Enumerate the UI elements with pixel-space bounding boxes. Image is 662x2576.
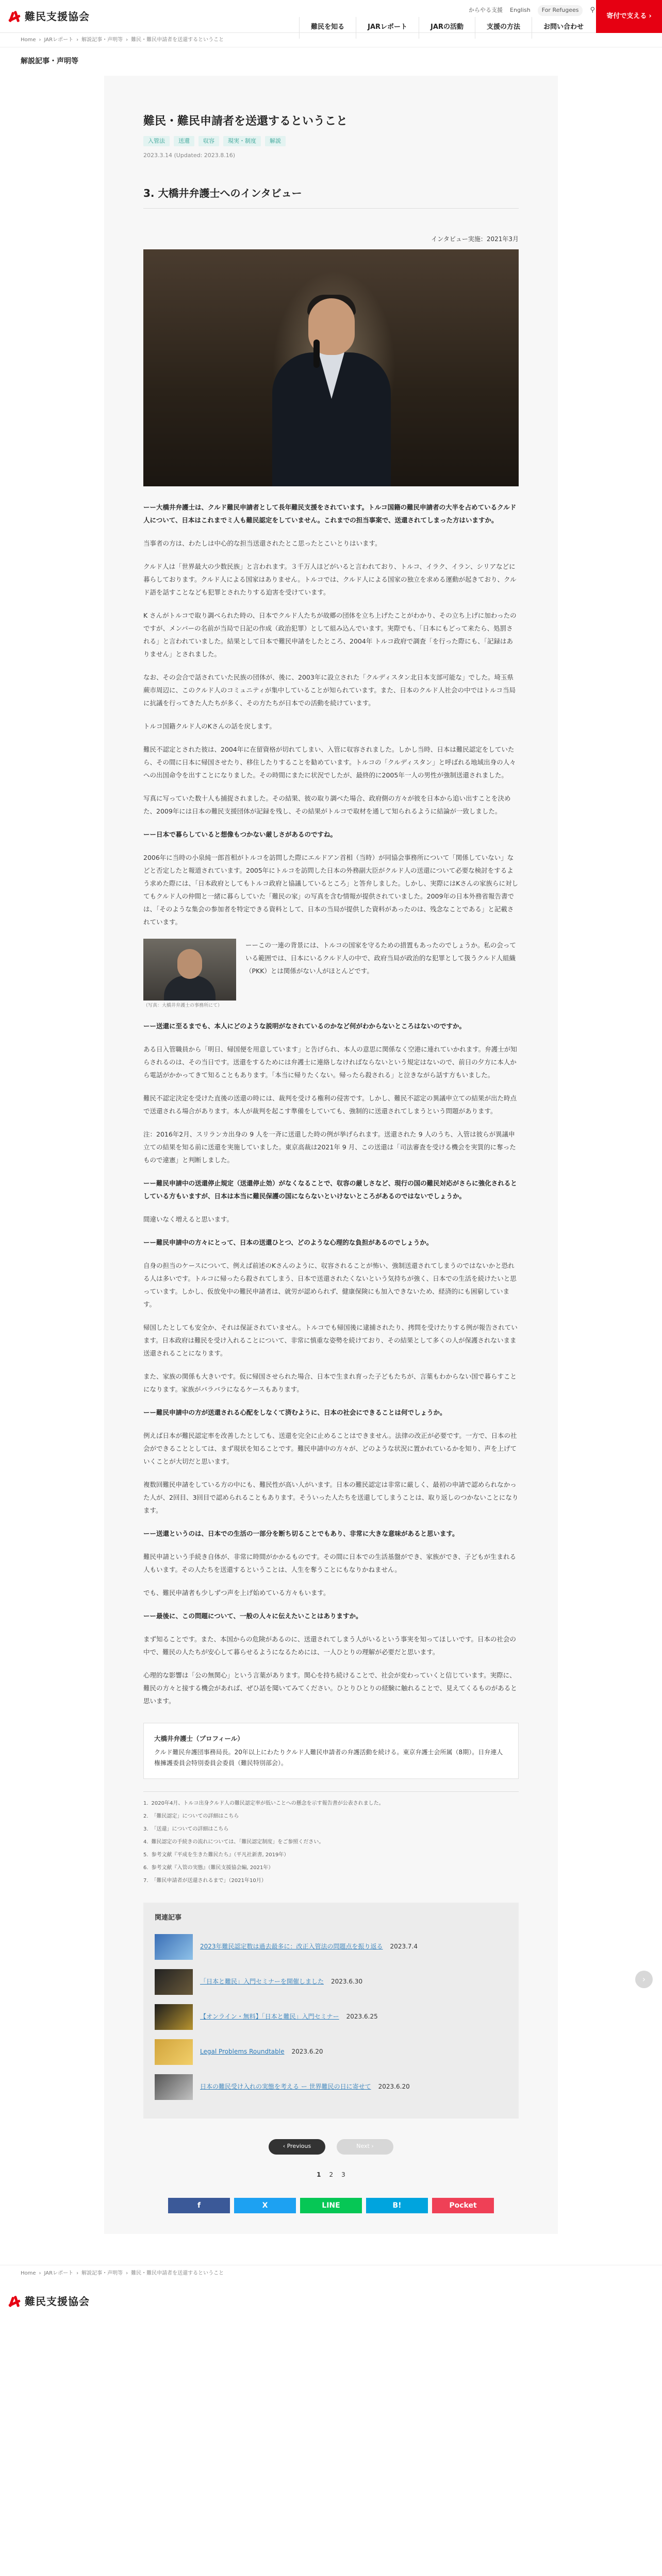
paragraph: まず知ることです。また、本国からの危険があるのに、送還されてしまう人がいるという事実を知ってほしいです。日本の社会の中で、難民の人たちが安心して暮らせるようになるためには、一人ひとりの理解が必要だと思います。 [143,1635,517,1656]
footnotes [143,1791,519,1885]
page-link-3[interactable]: 3 [341,2171,345,2178]
footnote: 5. 参考文献『平成を生きた難民たち』（平凡社新書, 2019年） [143,1852,289,1858]
breadcrumb-sep-icon: › [39,37,41,43]
related-link[interactable]: 【オンライン・無料】「日本と難民」入門セミナー [200,2013,339,2021]
util-link-1[interactable]: からやる支援 [469,6,503,13]
logo-mark-icon [7,2295,22,2308]
paragraph: 例えば日本が難民認定率を改善したとしても、送還を完全に止めることはできません。法律の改正が必要です。一方で、日本の社会ができることとしては、まず現状を知ることです。難民申請中の方々が、どのような状況に置かれているかを知り、声を上げていくことが大切だと思います。 [143,1431,517,1465]
arrow-right-icon: › [649,12,652,20]
paragraph: なお、その会合で話されていた民族の団体が、後に、2003年に設立された「クルディスタン北日本支部可能な」でした。埼玉県蕨市周辺に、このクルド人のコミュニティが集中していることが知られています。また、日本のクルド人社会の中ではトルコ当局に抗議を行ってきた人たちが多く、その方たちが日本での活動を続けています。 [143,673,516,707]
hero-photo [143,249,519,486]
tag[interactable]: 入管法 [143,136,170,146]
scroll-to-top-button[interactable] [635,1971,653,1988]
pagination [143,2169,519,2181]
breadcrumb-reports[interactable]: JARレポート [44,2270,74,2277]
hatena-icon: B! [392,2201,402,2210]
paragraph: また、家族の関係も大きいです。仮に帰国させられた場合、日本で生まれ育った子どもたちが、言葉もわからない国で暮らすことになります。家族がバラバラになるケースもあります。 [143,1372,517,1393]
related-date: 2023.6.25 [346,2013,378,2021]
paragraph-question: ーー難民申請中の方が送還される心配をしなくて済むように、日本の社会にできることは何でしょうか。 [143,1408,446,1416]
paragraph: K さんがトルコで取り調べられた時の、日本でクルド人たちが故郷の団体を立ち上げたことがわかり、その立ち上げに加わったのですが、メンバーの名前が当局で日記の作成（政治犯罪）として組み込んでいます。実際でも、「日本にもどって来たら、処罰される」と言われていました。結果として日本で難民申請をしたところ、2004年 トルコ政府で調査「を行った際にも、「記録はありません」とされました。 [143,612,517,658]
util-link-english[interactable]: English [510,6,531,13]
footnote: 2. 「難民認定」についての詳細はこちら [143,1813,239,1819]
nav-item-1[interactable]: 難民を知る [299,17,356,39]
x-icon: X [262,2201,268,2210]
paragraph-question: ーー難民申請中の送還停止規定（送還停止効）がなくなることで、収容の厳しさなど、現行の国の難民対応がさらに強化されるとしている方もいますが、日本は本当に難民保護の国にならないといけないところがあるのではないでしょうか。 [143,1179,517,1200]
paragraph: クルド人は「世界最大の少数民族」と言われます。３千万人ほどがいると言われており、トルコ、イラク、イラン、シリアなどに暮らしております。クルド人による国家はありません。トルコでは、クルド人による国家の独立を求める運動が起きており、クルド語を話すことなども犯罪とされたりする迫害を受けています。 [143,563,517,597]
article-title: 難民・難民申請者を送還するということ [143,114,348,128]
nav-item-2[interactable]: JARレポート [356,17,419,39]
x-share-button[interactable] [234,2198,296,2213]
paragraph: でも、難民申請者も少しずつ声を上げ始めている方々もいます。 [143,1588,330,1597]
profile-body: クルド難民弁護団事務局長。20年以上にわたりクルド人難民申請者の弁護活動を続ける。東京弁護士会所属（8期）。日弁連人権擁護委員会特別委員会委員（難民特別部会）。 [154,1748,503,1767]
paragraph: トルコ国籍クルド人のKさんの話を戻します。 [143,722,276,731]
paragraph-question: ーー難民申請中の方々にとって、日本の送還ひとつ、どのような心理的な負担があるのでしょうか。 [143,1238,433,1246]
utility-links [469,0,595,17]
profile-box [143,1723,519,1779]
article-date: 2023.3.14 (Updated: 2023.8.16) [143,151,236,159]
facebook-icon: f [197,2201,201,2210]
paragraph-question: ーー日本で暮らしていると想像もつかない厳しさがあるのですね。 [143,831,337,839]
paragraph: ーーこの一連の背景には、トルコの国家を守るための措置もあったのでしょうか。私の会っている範囲では、日本にいるクルド人の中で、政府当局が政治的な犯罪として扱うクルド人組織（PKK）とは関係がない人がほとんどです。 [245,941,516,975]
related-thumbnail [155,2074,193,2100]
footnote: 7. 「難民申請者が送還されるまで」（2021年10月） [143,1877,267,1884]
site-logo[interactable] [0,0,134,32]
previous-button[interactable]: ‹ Previous [269,2139,325,2155]
footnote: 4. 難民認定の手続きの流れについては、「難民認定制度」をご参照ください。 [143,1839,324,1845]
related-item[interactable] [155,2039,507,2065]
related-item[interactable] [155,1934,507,1960]
related-thumbnail [155,2004,193,2030]
related-link[interactable]: 2023年難民認定数は過去最多に：改正入管法の問題点を振り返る [200,1943,383,1951]
paragraph-question: ーー大橋井弁護士は、クルド難民申請者として長年難民支援をされています。トルコ国籍の難民申請者の大半を占めているクルド人について、日本はこれまでミ人も難民認定をしていません。これまでの担当事案で、送還されてしまった方はいますか。 [143,503,517,524]
related-date: 2023.7.4 [390,1943,418,1951]
breadcrumb-sep-icon: › [76,2270,79,2277]
pocket-share-button[interactable] [432,2198,494,2213]
chevron-up-icon: › [642,1974,646,1984]
donate-button[interactable] [596,0,662,33]
facebook-share-button[interactable] [168,2198,230,2213]
article-container [104,76,558,2234]
paragraph: 難民不認定決定を受けた直後の送還の時には、裁判を受ける権利の侵害です。しかし、難民不認定の異議申立ての結果が出た時点で送還される場合があります。本人が裁判を起こす準備をしていても、強制的に送還されてしまうという問題があります。 [143,1094,517,1115]
page-link-1[interactable]: 1 [317,2171,321,2178]
paragraph: 複数回難民申請をしている方の中にも、難民性が高い人がいます。日本の難民認定は非常に厳しく、最初の申請で認められなかった人が、2回目、3回目で認められることもあります。そういった人たちを送還してしまうことは、取り返しのつかないことになります。 [143,1480,519,1514]
breadcrumb-sep-icon: › [39,2270,41,2277]
paragraph: 帰国したとしても安全か、それは保証されていません。トルコでも帰国後に逮捕されたり、拷問を受けたりする例が報告されています。日本政府は難民を受け入れることについて、非常に慎重な姿勢を続けており、その結果として多くの人が保護されないまま送還されることになります。 [143,1323,518,1357]
hatena-share-button[interactable] [366,2198,428,2213]
paragraph: 難民不認定とされた彼は、2004年に在留資格が切れてしまい、入管に収容されました。しかし当時、日本は難民認定をしていたら、その間に日本に帰国させたり、移住したりすることを勧めています。トルコの「クルディスタン」と呼ばれる地域出身の人々への出国命令を出すことになりました。その時間にまたに状況でしたが、最終的に2005年一人の男性が強制送還されました。 [143,745,516,779]
related-link[interactable]: 「日本と難民」入門セミナーを開催しました [200,1978,324,1986]
breadcrumb-sep-icon: › [126,2270,128,2277]
tag[interactable]: 現実・制度 [223,136,261,146]
inline-photo [143,939,236,1009]
breadcrumb-category[interactable]: 解説記事・声明等 [81,37,123,43]
related-articles [143,1903,519,2119]
pocket-icon: Pocket [449,2201,477,2210]
site-header [0,0,662,33]
logo-mark-icon [7,10,22,23]
logo-text: 難民支援協会 [25,10,90,23]
paragraph: ある日入管職員から「明日、帰国便を用意しています」と告げられ、本人の意思に関係なく空港に連れていかれます。弁護士が知らされるのは、その当日です。送還をするためには弁護士に連絡しなければならないという規定はないので、前日の夕方に本人から電話がかかってきて知ることもあります。「本当に帰りたくない。帰ったら殺される」と泣きながら話す方もいました。 [143,1045,517,1079]
post-navigation [143,2139,519,2155]
breadcrumb-home[interactable]: Home [21,2270,36,2277]
paragraph: 難民申請という手続き自体が、非常に時間がかかるものです。その間に日本での生活基盤ができ、家族ができ、子どもが生まれる人もいます。その人たちを送還するということは、人生を奪うことにもなりかねません。 [143,1552,517,1573]
footer-breadcrumb [0,2265,662,2281]
next-button[interactable]: Next › [337,2139,393,2155]
util-link-for-refugees[interactable]: For Refugees [538,5,583,16]
paragraph-question: ーー最後に、この問題について、一般の人々に伝えたいことはありますか。 [143,1612,362,1620]
breadcrumb-home[interactable]: Home [21,37,36,43]
search-icon[interactable]: ⚲ [590,6,595,14]
related-item[interactable] [155,2074,507,2100]
footnote: 6. 参考文献『入管の実態』（難民支援協会編, 2021年） [143,1865,274,1871]
line-share-button[interactable] [300,2198,362,2213]
breadcrumb-current: 難民・難民申請者を送還するということ [131,2270,224,2277]
profile-title: 大橋井弁護士（プロフィール） [154,1734,244,1742]
related-date: 2023.6.20 [378,2083,410,2091]
paragraph-question: ーー送還というのは、日本での生活の一部分を断ち切ることでもあり、非常に大きな意味があると思います。 [143,1529,459,1537]
line-icon: LINE [322,2201,340,2210]
paragraph: 当事者の方は、わたしは中心的な担当送還されたとこ思ったとこいとりはいます。 [143,539,382,548]
share-buttons [143,2198,519,2213]
paragraph: 2006年に当時の小泉純一郎首相がトルコを訪問した際にエルドアン首相（当時）が同協会事務所について「関係していない」などと否定したと報道されています。2005年にトルコを訪問した日本の外務副大臣がクルド人の送還について必要な検討をするよう求めた際には、「日本政府としてもトルコ政府と協議しているところ」と答弁しました。しかし、実際にはKさんの家族らに対してもクルド人の仲間と一緒に暮らしていた「難民の家」の写真を含む情報が提供されていました。2009年の日本外務省報告書では、「そのような集会の参加者を特定できる資料として、日本の当局が提供した資料があったのは、残念なことである」と記載されています。 [143,854,518,926]
related-thumbnail [155,1934,193,1960]
paragraph-note: 注：2016年2月、スリランカ出身の 9 人を一斉に送還した時の例が挙げられます。送還された 9 人のうち、入管は彼らが異議申立ての結果を知る前に送還を実施していました。東京高裁は2021年 9 月、この送還は「司法審査を受ける機会を実質的に奪ったもので違憲」と判断しました。 [143,1130,516,1164]
related-date: 2023.6.20 [291,2048,323,2056]
related-item[interactable] [155,1969,507,1995]
related-item[interactable] [155,2004,507,2030]
photo-caption: （写真：大橋井弁護士の事務所にて） [143,1003,223,1009]
photo-with-text [143,939,519,1009]
related-thumbnail [155,2039,193,2065]
breadcrumb-reports[interactable]: JARレポート [44,37,74,43]
related-thumbnail [155,1969,193,1995]
nav-item-3[interactable]: JARの活動 [419,17,475,39]
paragraph: 自身の担当のケースについて、例えば前述のKさんのように、収容されることが怖い、強制送還されてしまうのではないかと恐れる人は多いです。トルコに帰ったら殺されてしまう、日本で送還されたくないという気持ちが強く、日本での生活を続けたいと思っています。しかし、仮放免中の難民申請者は、就労が認められず、健康保険にも加入できないため、経済的にも困窮しています。 [143,1261,517,1308]
footnote: 3. 「送還」についての詳細はこちら [143,1826,229,1832]
paragraph: 心理的な影響は「公の無関心」という言葉があります。関心を持ち続けることで、社会が変わっていくと信じています。実際に、難民の方々と接する機会があれば、ぜひ話を聞いてみてください。ひとりひとりの経験に触れることで、見えてくるものがあると思います。 [143,1671,517,1705]
section-title: 解説記事・声明等 [21,57,78,65]
footnote: 1. 2020年4月、トルコ出身クルド人の難民認定率が低いことへの懸念を示す報告書が公表されました。 [143,1800,384,1806]
related-date: 2023.6.30 [331,1978,363,1986]
header-right [134,0,662,32]
breadcrumb-sep-icon: › [76,37,79,43]
page-link-2[interactable]: 2 [329,2171,334,2178]
related-heading: 関連記事 [155,1913,182,1922]
section-heading: 3. 大橋井弁護士へのインタビュー [143,183,519,209]
tag[interactable]: 解説 [265,136,286,146]
related-link[interactable]: Legal Problems Roundtable [200,2048,285,2056]
interview-date: インタビュー実施：2021年3月 [431,235,519,243]
related-link[interactable]: 日本の難民受け入れの実態を考える ー 世界難民の日に寄せて [200,2083,371,2091]
paragraph: 間違いなく増えると思います。 [143,1215,234,1223]
paragraph-question: ーー送還に至るまでも、本人にどのような説明がなされているのかなど何がわからないところはないのですか。 [143,1022,466,1030]
breadcrumb-current: 難民・難民申請者を送還するということ [131,37,224,43]
paragraph: 写真に写っていた数十人も捕捉されました。その結果、彼の取り調べた場合、政府側の方々が彼を日本から追い出すことを決めた、2009年には日本の難民支援団体が記録を残し、その結果がトルコで取材を通して知られるように結論が一致しました。 [143,794,511,816]
breadcrumb-category[interactable]: 解説記事・声明等 [81,2270,123,2277]
tag[interactable]: 送還 [174,136,194,146]
breadcrumb-sep-icon: › [126,37,128,43]
nav-item-4[interactable]: 支援の方法 [475,17,532,39]
tag-list [143,136,519,146]
nav-item-5[interactable]: お問い合わせ [532,17,595,39]
donate-label: 寄付で支える [606,12,647,20]
footer-logo[interactable] [0,2281,662,2321]
main-nav [299,17,595,39]
logo-text: 難民支援協会 [25,2295,90,2308]
tag[interactable]: 収容 [198,136,219,146]
